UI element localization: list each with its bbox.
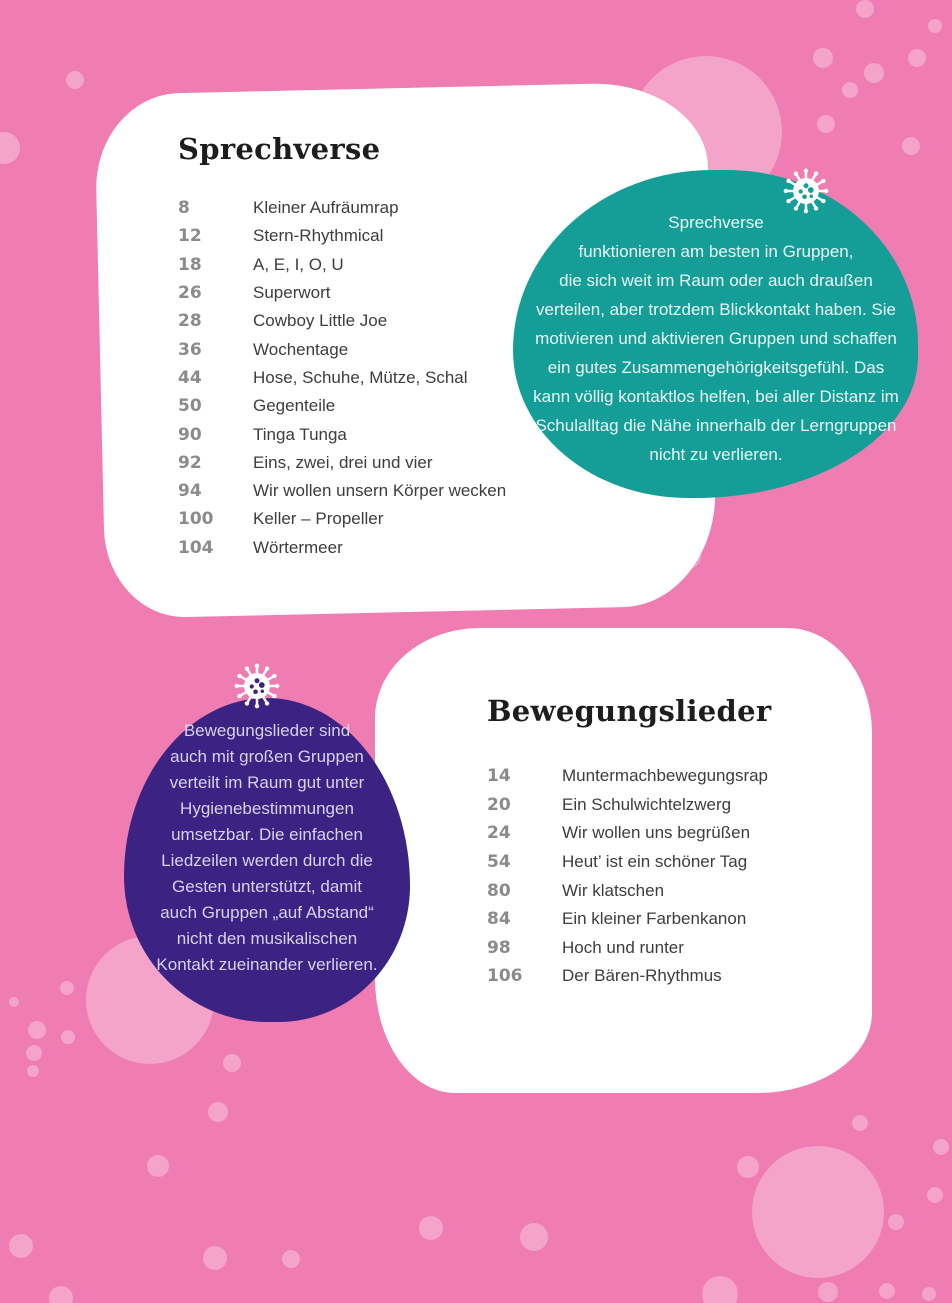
section-title-sprechverse: Sprechverse: [178, 132, 381, 166]
toc-row: [178, 505, 506, 533]
page-number: 100: [178, 509, 214, 530]
toc-row: [178, 279, 506, 307]
toc-item-title: Superwort: [253, 283, 331, 303]
background-dot: [864, 63, 884, 83]
toc-row: [487, 905, 768, 934]
note-line: Sprechverse: [668, 213, 764, 232]
toc-row: [178, 335, 506, 363]
virus-icon: [234, 663, 280, 709]
background-dot: [282, 1250, 300, 1268]
page-number: 104: [178, 537, 214, 558]
virus-icon: [783, 168, 829, 214]
note-line: ein gutes Zusammengehörigkeitsgefühl. Das: [547, 358, 885, 377]
page-number: 92: [178, 452, 202, 473]
toc-item-title: Tinga Tunga: [253, 424, 347, 444]
page-number: 50: [178, 396, 202, 417]
background-dot: [419, 1216, 443, 1240]
toc-row: [487, 848, 768, 877]
toc-row: [487, 791, 768, 820]
background-dot: [879, 1283, 895, 1299]
toc-item-title: Kleiner Aufräumrap: [253, 198, 399, 218]
toc-row: [178, 222, 506, 250]
background-dot: [817, 115, 835, 133]
section-title-bewegungslieder: Bewegungslieder: [487, 694, 772, 728]
note-line: die sich weit im Raum oder auch draußen: [559, 271, 873, 290]
toc-item-title: Ein Schulwichtelzwerg: [562, 794, 732, 814]
background-dot: [223, 1054, 241, 1072]
background-dot: [922, 1287, 936, 1301]
background-dot: [0, 132, 20, 164]
background-dot: [702, 1276, 738, 1303]
toc-item-title: Der Bären-Rhythmus: [562, 966, 722, 986]
background-dot: [813, 48, 833, 68]
background-dot: [908, 49, 926, 67]
note-line: umsetzbar. Die einfachen: [171, 825, 363, 844]
toc-item-title: Wochentage: [253, 339, 349, 359]
toc-row: [178, 449, 506, 477]
toc-item-title: Wir wollen uns begrüßen: [562, 823, 751, 843]
background-dot: [203, 1246, 227, 1270]
toc-list-sprechverse: [178, 194, 506, 562]
note-line: kann völlig kontaktlos helfen, bei aller Distanz im: [533, 387, 899, 406]
toc-row: [178, 364, 506, 392]
background-dot: [520, 1223, 548, 1251]
background-dot: [49, 1286, 73, 1303]
page-number: 14: [487, 766, 511, 787]
toc-item-title: Hoch und runter: [562, 937, 684, 957]
page-number: 98: [487, 937, 511, 958]
toc-row: [487, 934, 768, 963]
toc-row: [487, 962, 768, 991]
toc-item-title: Wir wollen unsern Körper wecken: [253, 481, 507, 501]
toc-item-title: A, E, I, O, U: [253, 254, 344, 274]
toc-item-title: Cowboy Little Joe: [253, 311, 388, 331]
background-dot: [66, 71, 84, 89]
background-dot: [26, 1045, 42, 1061]
note-line: verteilen, aber trotzdem Blickkontakt haben. Sie: [535, 300, 897, 319]
toc-item-title: Keller – Propeller: [253, 509, 384, 529]
note-line: motivieren und aktivieren Gruppen und schaffen: [535, 329, 897, 348]
background-dot: [902, 137, 920, 155]
toc-row: [178, 392, 506, 420]
page-number: 90: [178, 424, 202, 445]
toc-row: [178, 251, 506, 279]
background-dot: [61, 1030, 75, 1044]
note-line: nicht zu verlieren.: [649, 445, 783, 464]
note-line: Bewegungslieder sind: [183, 721, 351, 740]
page-number: 94: [178, 481, 202, 502]
page-number: 12: [178, 226, 202, 247]
background-dot: [27, 1065, 39, 1077]
page-number: 80: [487, 880, 511, 901]
background-dot: [9, 1234, 33, 1258]
note-line: Kontakt zueinander verlieren.: [156, 955, 378, 974]
note-line: verteilt im Raum gut unter: [169, 773, 365, 792]
toc-row: [178, 420, 506, 448]
background-dot: [818, 1282, 838, 1302]
sprechverse-note-text: [506, 208, 926, 469]
toc-row: [178, 307, 506, 335]
page-number: 18: [178, 254, 202, 275]
note-line: nicht den musikalischen: [176, 929, 358, 948]
page-number: 44: [178, 367, 202, 388]
background-dot: [842, 82, 858, 98]
background-dot: [208, 1102, 228, 1122]
note-line: Liedzeilen werden durch die: [161, 851, 373, 870]
page-number: 54: [487, 852, 511, 873]
background-dot: [9, 997, 19, 1007]
toc-item-title: Wir klatschen: [562, 880, 665, 900]
background-dot: [28, 1021, 46, 1039]
page-number: 20: [487, 794, 511, 815]
page-number: 36: [178, 339, 202, 360]
toc-row: [178, 534, 506, 562]
page-number: 28: [178, 311, 202, 332]
bewegungslieder-note-text: [127, 718, 407, 978]
toc-item-title: Muntermachbewegungsrap: [562, 766, 769, 786]
background-dot: [752, 1146, 884, 1278]
note-line: auch Gruppen „auf Abstand“: [160, 903, 374, 922]
background-dot: [60, 981, 74, 995]
background-dot: [147, 1155, 169, 1177]
page-number: 24: [487, 823, 511, 844]
background-dot: [856, 0, 874, 18]
note-line: funktionieren am besten in Gruppen,: [578, 242, 854, 261]
toc-row: [178, 194, 506, 222]
toc-item-title: Eins, zwei, drei und vier: [253, 452, 433, 472]
toc-row: [178, 477, 506, 505]
page-number: 8: [178, 198, 190, 219]
background-dot: [928, 19, 942, 33]
toc-item-title: Heut’ ist ein schöner Tag: [562, 852, 748, 872]
note-line: Hygienebestimmungen: [180, 799, 354, 818]
background-dot: [927, 1187, 943, 1203]
page-number: 106: [487, 966, 523, 987]
note-line: Gesten unterstützt, damit: [172, 877, 362, 896]
toc-item-title: Wörtermeer: [253, 537, 343, 557]
toc-row: [487, 762, 768, 791]
toc-item-title: Hose, Schuhe, Mütze, Schal: [253, 367, 468, 387]
background-dot: [737, 1156, 759, 1178]
toc-row: [487, 819, 768, 848]
background-dot: [888, 1214, 904, 1230]
toc-list-bewegungslieder: [487, 762, 768, 991]
page-number: 26: [178, 283, 202, 304]
note-line: Schulalltag die Nähe innerhalb der Lerngruppen: [535, 416, 897, 435]
background-dot: [933, 1139, 949, 1155]
note-line: auch mit großen Gruppen: [170, 747, 364, 766]
toc-item-title: Stern-Rhythmical: [253, 226, 384, 246]
toc-item-title: Ein kleiner Farbenkanon: [562, 909, 747, 929]
toc-row: [487, 876, 768, 905]
background-dot: [852, 1115, 868, 1131]
toc-item-title: Gegenteile: [253, 396, 336, 416]
page-number: 84: [487, 909, 511, 930]
